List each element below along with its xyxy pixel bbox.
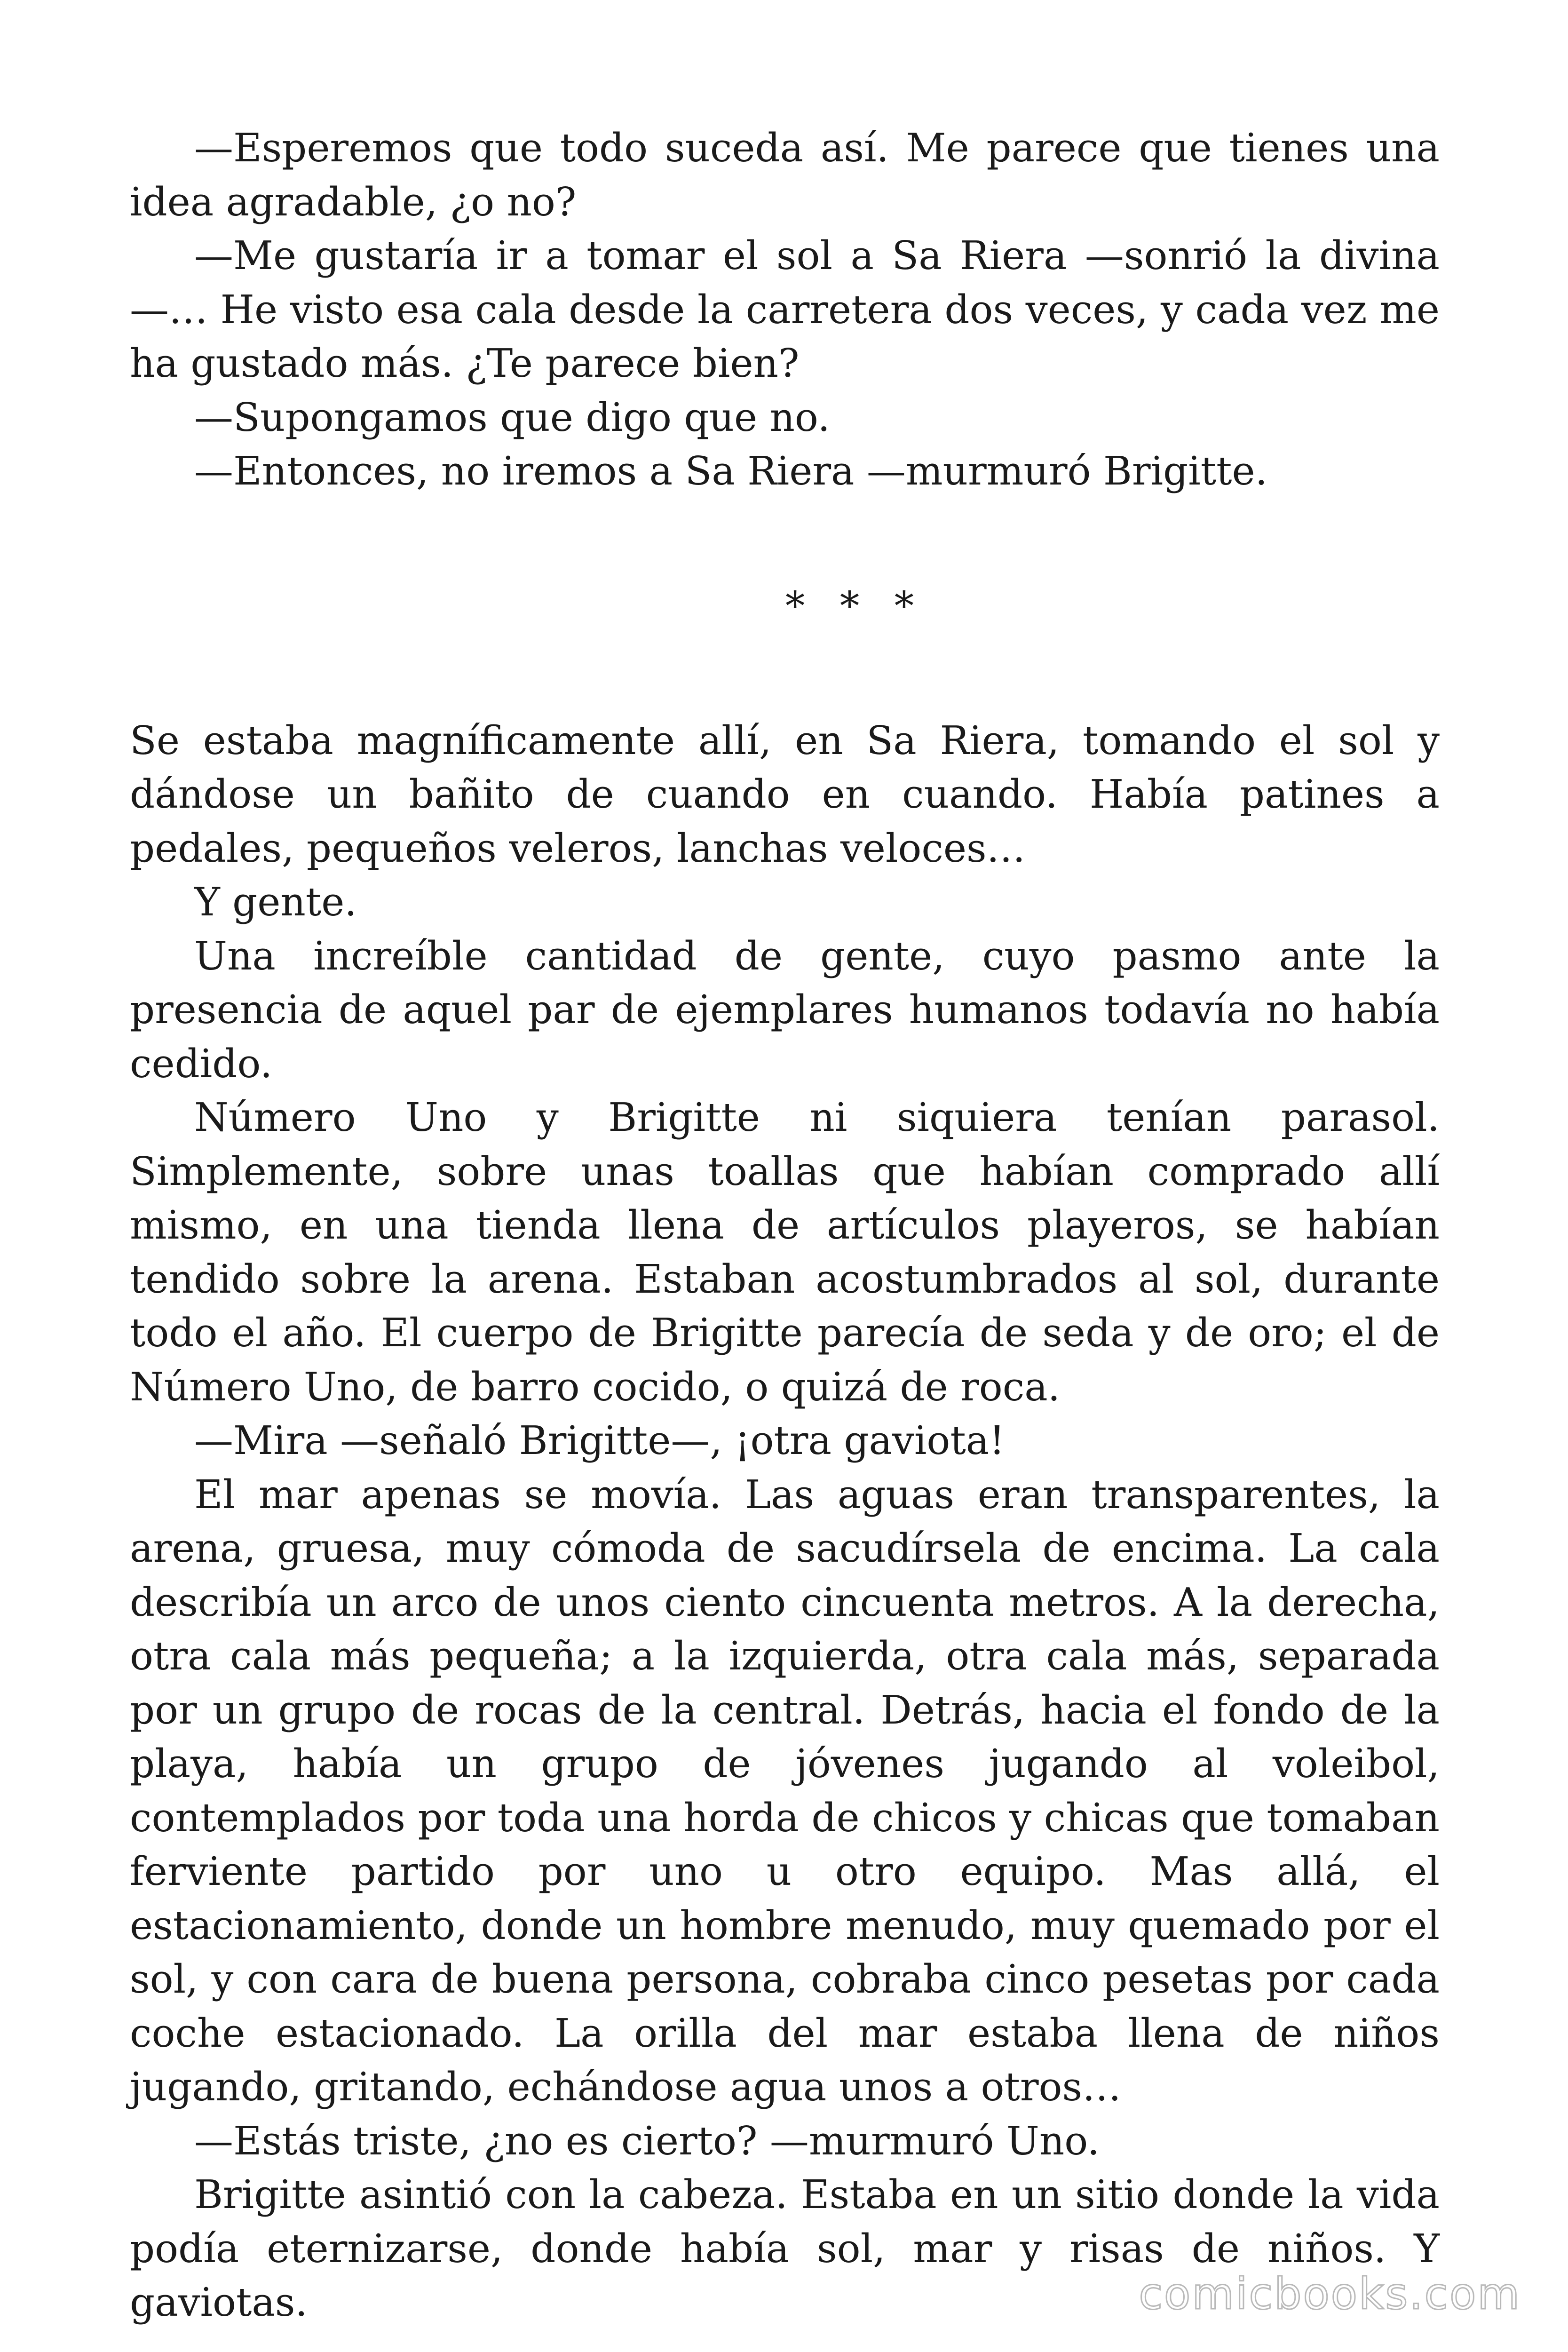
book-page: [130, 121, 1440, 2330]
paragraph: —Esperemos que todo suceda así. Me parece que tienes una idea agradable, ¿o no?: [130, 125, 1440, 225]
paragraph: Una increíble cantidad de gente, cuyo pasmo ante la presencia de aquel par de ejemplares humanos todavía no había cedido.: [130, 933, 1440, 1087]
paragraph: Número Uno y Brigitte ni siquiera tenían parasol. Simplemente, sobre unas toallas que habían comprado allí mismo, en una tienda llena de artículos playeros, se habían tendido sobre la arena. Estaban acostumbrados al sol, durante todo el año. El cuerpo de Brigitte parecía de seda y de oro; el de Número Uno, de barro cocido, o quizá de roca.: [130, 1095, 1440, 1410]
paragraph: —Estás triste, ¿no es cierto? —murmuró Uno.: [194, 2118, 1100, 2164]
paragraph: —Entonces, no iremos a Sa Riera —murmuró Brigitte.: [194, 448, 1268, 494]
paragraph: —Supongamos que digo que no.: [194, 394, 830, 440]
paragraph: —Me gustaría ir a tomar el sol a Sa Riera —sonrió la divina—… He visto esa cala desde la carretera dos veces, y cada vez me ha gustado más. ¿Te parece bien?: [130, 233, 1440, 386]
paragraph: Y gente.: [194, 879, 357, 925]
paragraph: —Mira —señaló Brigitte—, ¡otra gaviota!: [194, 1418, 1005, 1463]
scene-break: * * *: [785, 583, 926, 629]
watermark: comicbooks.com: [1139, 2269, 1521, 2319]
paragraph: Brigitte asintió con la cabeza. Estaba en un sitio donde la vida podía eternizarse, donde había sol, mar y risas de niños. Y gaviotas.: [130, 2172, 1440, 2325]
paragraph: El mar apenas se movía. Las aguas eran transparentes, la arena, gruesa, muy cómoda de sacudírsela de encima. La cala describía un arco de unos ciento cincuenta metros. A la derecha, otra cala más pequeña; a la izquierda, otra cala más, separada por un grupo de rocas de la central. Detrás, hacia el fondo de la playa, había un grupo de jóvenes jugando al voleibol, contemplados por toda una horda de chicos y chicas que tomaban ferviente partido por uno u otro equipo. Mas allá, el estacionamiento, donde un hombre menudo, muy quemado por el sol, y con cara de buena persona, cobraba cinco pesetas por cada coche estacionado. La orilla del mar estaba llena de niños jugando, gritando, echándose agua unos a otros…: [130, 1471, 1440, 2110]
paragraph: Se estaba magníficamente allí, en Sa Riera, tomando el sol y dándose un bañito de cuando en cuando. Había patines a pedales, pequeños veleros, lanchas veloces…: [130, 717, 1440, 871]
